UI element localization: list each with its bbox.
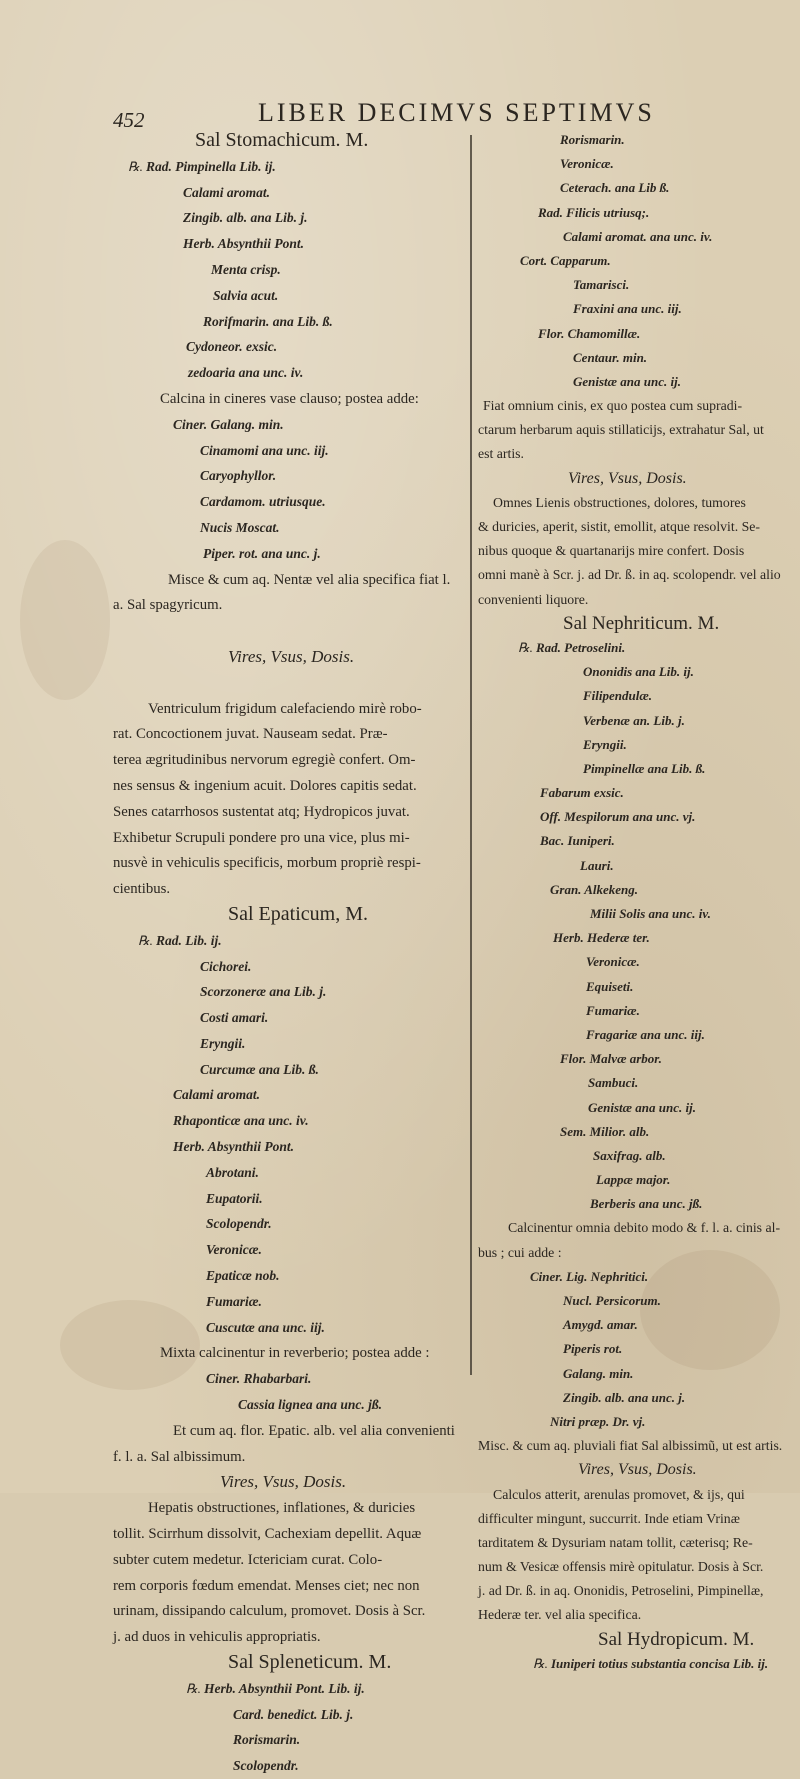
text-line (478, 394, 800, 418)
line-text: Verbenæ an. Lib. j. (583, 712, 685, 728)
line-text: Eupatorii. (206, 1190, 263, 1206)
line-text: Ceterach. ana Lib ß. (560, 180, 670, 196)
line-text: urinam, dissipando calculum, promovet. Dosis à Scr. (113, 1603, 426, 1620)
text-line (108, 1547, 468, 1573)
ingredient-line (108, 438, 468, 464)
text-line (108, 1573, 468, 1599)
line-text: Veronicæ. (206, 1242, 262, 1258)
text-line (478, 1507, 800, 1531)
line-text: Misce & cum aq. Nentæ vel alia specifica fiat l. (168, 571, 451, 588)
text-line (108, 567, 468, 593)
text-line (108, 386, 468, 412)
text-line (478, 1603, 800, 1627)
line-text: rem corporis fœdum emendat. Menses ciet; nec non (113, 1577, 420, 1594)
line-text: Flor. Chamomillæ. (538, 325, 641, 341)
line-text: difficulter mingunt, succurrit. Inde etiam Vrinæ (478, 1510, 740, 1526)
ingredient-line (108, 1031, 468, 1057)
ingredient-line (478, 950, 800, 974)
ingredient-line (108, 1676, 468, 1702)
right-column (478, 128, 800, 1676)
line-text: Omnes Lienis obstructiones, dolores, tumores (493, 494, 746, 510)
text-line (108, 721, 468, 747)
line-text: Lappæ major. (596, 1172, 671, 1188)
paper-stain (20, 540, 110, 700)
recipe-symbol: ℞. (138, 932, 153, 948)
section-heading (478, 612, 800, 636)
recipe-symbol: ℞. (533, 1655, 548, 1671)
line-text: Vires, Vsus, Dosis. (220, 1472, 347, 1492)
subheading (478, 1458, 800, 1482)
text-line (478, 1434, 800, 1458)
ingredient-line (478, 999, 800, 1023)
line-text: Hepatis obstructiones, inflationes, & duricies (148, 1500, 416, 1517)
ingredient-line (478, 757, 800, 781)
section-heading (108, 902, 468, 928)
text-line (478, 1241, 800, 1265)
line-text: Piperis rot. (563, 1341, 623, 1357)
line-text: Rorismarin. (560, 132, 625, 147)
ingredient-line (108, 412, 468, 438)
line-text: Rad. Lib. ij. (156, 932, 222, 948)
line-text: Fragariæ ana unc. iij. (586, 1026, 705, 1042)
ingredient-line (108, 154, 468, 180)
text-line (478, 515, 800, 539)
text-line (478, 563, 800, 587)
line-text: Filipendulæ. (583, 688, 652, 704)
line-text: Senes catarrhosos sustentat atq; Hydropicos juvat. (113, 803, 410, 820)
line-text: Calami aromat. ana unc. iv. (563, 228, 713, 244)
line-text: Flor. Malvæ arbor. (560, 1051, 662, 1067)
text-line (108, 850, 468, 876)
line-text: Calami aromat. (173, 1087, 261, 1103)
ingredient-line (478, 1265, 800, 1289)
line-text: Herb. Hederæ ter. (553, 930, 650, 946)
line-text: Off. Mespilorum ana unc. vj. (540, 809, 696, 825)
line-text: f. l. a. Sal albissimum. (113, 1448, 246, 1465)
line-text: Berberis ana unc. jß. (590, 1196, 703, 1212)
ingredient-line (478, 1144, 800, 1168)
line-text: Card. benedict. Lib. j. (233, 1706, 354, 1722)
line-text: Nucl. Persicorum. (563, 1293, 661, 1308)
line-text: Et cum aq. flor. Epatic. alb. vel alia convenienti (173, 1422, 455, 1439)
line-text: Piper. rot. ana unc. j. (203, 545, 321, 561)
line-text: Cardamom. utriusque. (200, 494, 326, 510)
page-number: 452 (113, 108, 145, 132)
ingredient-line (108, 1753, 468, 1779)
line-text: Bac. Iuniperi. (540, 833, 615, 849)
text-line (108, 1418, 468, 1444)
line-text: Salvia acut. (213, 287, 279, 303)
text-line (108, 825, 468, 851)
ingredient-line (108, 1186, 468, 1212)
line-text: Exhibetur Scrupuli pondere pro una vice, plus mi- (113, 829, 410, 846)
text-line (108, 799, 468, 825)
ingredient-line (478, 1071, 800, 1095)
line-text: Vires, Vsus, Dosis. (578, 1461, 697, 1479)
ingredient-line (108, 1263, 468, 1289)
line-text: nes sensus & ingenium acuit. Dolores capitis sedat. (113, 777, 417, 794)
ingredient-line (478, 1096, 800, 1120)
ingredient-line (108, 515, 468, 541)
line-text: nusvè in vehiculis specificis, morbum propriè respi- (113, 855, 421, 872)
line-text: bus ; cui adde : (478, 1244, 562, 1260)
line-text: num & Vesicæ offensis mirè opitulatur. Dosis à Scr. (478, 1559, 764, 1575)
text-line (108, 876, 468, 902)
line-text: Misc. & cum aq. pluviali fiat Sal albissimũ, ut est artis. (478, 1438, 783, 1454)
line-text: Veronicæ. (586, 954, 640, 970)
ingredient-line (478, 1168, 800, 1192)
line-text: Rad. Petroselini. (536, 639, 626, 655)
line-text: Sambuci. (588, 1075, 639, 1091)
ingredient-line (478, 249, 800, 273)
ingredient-line (478, 346, 800, 370)
line-text: rat. Concoctionem juvat. Nauseam sedat. Præ- (113, 726, 388, 743)
line-text: Eryngii. (200, 1035, 246, 1051)
line-text: Nitri præp. Dr. vj. (550, 1413, 646, 1429)
ingredient-line (108, 1082, 468, 1108)
ingredient-line (108, 1366, 468, 1392)
ingredient-line (478, 201, 800, 225)
ingredient-line (478, 709, 800, 733)
section-heading (108, 1650, 468, 1676)
ingredient-line (108, 541, 468, 567)
line-text: Iuniperi totius substantia concisa Lib. ij. (551, 1655, 769, 1671)
ingredient-line (108, 1727, 468, 1753)
blank-line (108, 670, 468, 696)
line-text: Equiseti. (586, 978, 634, 994)
text-line (108, 773, 468, 799)
subheading (478, 467, 800, 491)
subheading (108, 644, 468, 670)
ingredient-line (478, 781, 800, 805)
ingredient-line (478, 370, 800, 394)
line-text: Genistæ ana unc. ij. (588, 1099, 696, 1115)
ingredient-line (478, 1362, 800, 1386)
line-text: Rhaponticæ ana unc. iv. (173, 1113, 309, 1129)
line-text: Herb. Absynthii Pont. (173, 1139, 295, 1155)
ingredient-line (108, 1057, 468, 1083)
left-column (108, 128, 468, 1779)
ingredient-line (478, 128, 800, 152)
ingredient-line (478, 636, 800, 660)
section-heading (478, 1628, 800, 1652)
line-text: Zingib. alb. ana Lib. j. (183, 210, 308, 226)
line-text: Cydoneor. exsic. (186, 339, 278, 355)
column-divider (470, 135, 472, 1375)
ingredient-line (478, 829, 800, 853)
ingredient-line (108, 463, 468, 489)
ingredient-line (478, 805, 800, 829)
line-text: Cuscutæ ana unc. iij. (206, 1319, 325, 1335)
line-text: Sal Epaticum, M. (228, 902, 368, 925)
ingredient-line (108, 334, 468, 360)
ingredient-line (478, 1192, 800, 1216)
text-line (478, 1216, 800, 1240)
ingredient-line (478, 152, 800, 176)
ingredient-line (478, 975, 800, 999)
line-text: Calcinentur omnia debito modo & f. l. a. cinis al- (508, 1220, 781, 1236)
line-text: est artis. (478, 446, 524, 462)
line-text: Rad. Filicis utriusq;. (538, 204, 650, 220)
text-line (478, 1579, 800, 1603)
ingredient-line (108, 309, 468, 335)
line-text: Tamarisci. (573, 277, 630, 293)
line-text: Gran. Alkekeng. (550, 881, 638, 897)
line-text: & duricies, aperit, sistit, emollit, atque resolvit. Se- (478, 519, 761, 534)
ingredient-line (108, 1237, 468, 1263)
line-text: Costi amari. (200, 1010, 269, 1026)
text-line (478, 588, 800, 612)
blank-line (108, 618, 468, 644)
line-text: ctarum herbarum aquis stillaticijs, extrahatur Sal, ut (478, 422, 764, 438)
ingredient-line (478, 1386, 800, 1410)
line-text: Ciner. Lig. Nephritici. (530, 1268, 649, 1284)
line-text: Genistæ ana unc. ij. (573, 373, 681, 389)
line-text: Scolopendr. (233, 1758, 299, 1774)
ingredient-line (108, 283, 468, 309)
line-text: Ononidis ana Lib. ij. (583, 664, 694, 680)
line-text: Abrotani. (206, 1164, 259, 1180)
line-text: Nucis Moscat. (200, 519, 280, 535)
text-line (108, 1624, 468, 1650)
ingredient-line (478, 926, 800, 950)
line-text: Epaticæ nob. (206, 1268, 280, 1284)
page-header (0, 98, 800, 132)
ingredient-line (478, 1120, 800, 1144)
text-line (478, 442, 800, 466)
line-text: Vires, Vsus, Dosis. (568, 469, 687, 487)
line-text: Caryophyllor. (200, 468, 277, 484)
ingredient-line (108, 1211, 468, 1237)
line-text: Cort. Capparum. (520, 252, 611, 268)
ingredient-line (478, 1410, 800, 1434)
ingredient-line (478, 1023, 800, 1047)
line-text: Fraxini ana unc. iij. (573, 301, 682, 317)
line-text: subter cutem medetur. Ictericiam curat. Colo- (113, 1551, 383, 1568)
ingredient-line (478, 854, 800, 878)
line-text: Rorifmarin. ana Lib. ß. (203, 313, 333, 329)
ingredient-line (478, 225, 800, 249)
line-text: terea ægritudinibus nervorum egregiè confert. Om- (113, 752, 416, 769)
line-text: Amygd. amar. (563, 1317, 638, 1333)
text-line (108, 592, 468, 618)
ingredient-line (478, 878, 800, 902)
line-text: Fabarum exsic. (540, 785, 624, 801)
ingredient-line (108, 257, 468, 283)
ingredient-line (108, 1315, 468, 1341)
line-text: Sal Spleneticum. M. (228, 1651, 392, 1674)
ingredient-line (478, 1337, 800, 1361)
line-text: Veronicæ. (560, 156, 614, 172)
line-text: Rorismarin. (233, 1732, 301, 1748)
ingredient-line (108, 205, 468, 231)
ingredient-line (478, 1313, 800, 1337)
ingredient-line (478, 273, 800, 297)
recipe-symbol: ℞. (128, 158, 143, 174)
ingredient-line (478, 660, 800, 684)
line-text: Mixta calcinentur in reverberio; postea adde : (160, 1345, 430, 1362)
line-text: Galang. min. (563, 1365, 634, 1381)
text-line (108, 1598, 468, 1624)
line-text: nibus quoque & quartanarijs mire confert. Dosis (478, 543, 745, 559)
recipe-symbol: ℞. (186, 1680, 201, 1696)
text-line (478, 1483, 800, 1507)
line-text: omni manè à Scr. j. ad Dr. ß. in aq. scolopendr. vel alio (478, 567, 781, 583)
ingredient-line (478, 902, 800, 926)
line-text: cientibus. (113, 881, 171, 898)
ingredient-line (108, 1702, 468, 1728)
line-text: Cinamomi ana unc. iij. (200, 442, 329, 458)
line-text: Herb. Absynthii Pont. Lib. ij. (204, 1680, 365, 1696)
line-text: Menta crisp. (211, 261, 281, 277)
ingredient-line (108, 180, 468, 206)
line-text: Herb. Absynthii Pont. (183, 236, 305, 252)
text-line (478, 539, 800, 563)
line-text: Calami aromat. (183, 184, 271, 200)
recipe-symbol: ℞. (518, 639, 533, 655)
line-text: Fiat omnium cinis, ex quo postea cum supradi- (483, 398, 743, 414)
ingredient-line (108, 1134, 468, 1160)
text-line (108, 1521, 468, 1547)
ingredient-line (478, 1652, 800, 1676)
line-text: Sem. Milior. alb. (560, 1123, 650, 1139)
line-text: Hederæ ter. vel alia specifica. (478, 1607, 642, 1623)
line-text: Milii Solis ana unc. iv. (590, 906, 711, 921)
line-text: Centaur. min. (573, 349, 648, 365)
running-title: LIBER DECIMVS SEPTIMVS (258, 98, 655, 127)
text-line (108, 1444, 468, 1470)
text-line (108, 1340, 468, 1366)
line-text: Zingib. alb. ana unc. j. (563, 1389, 686, 1405)
ingredient-line (108, 1108, 468, 1134)
line-text: tollit. Scirrhum dissolvit, Cachexiam depellit. Aquæ (113, 1526, 422, 1543)
text-line (478, 491, 800, 515)
line-text: Vires, Vsus, Dosis. (228, 646, 355, 666)
line-text: Calculos atterit, arenulas promovet, & ijs, qui (493, 1486, 745, 1502)
ingredient-line (478, 733, 800, 757)
ingredient-line (478, 322, 800, 346)
text-line (108, 747, 468, 773)
line-text: Sal Nephriticum. M. (563, 612, 720, 634)
ingredient-line (108, 954, 468, 980)
ingredient-line (108, 489, 468, 515)
line-text: Fumariæ. (586, 1002, 640, 1018)
line-text: Eryngii. (583, 736, 627, 752)
ingredient-line (478, 176, 800, 200)
line-text: Curcumæ ana Lib. ß. (200, 1061, 319, 1077)
line-text: j. ad Dr. ß. in aq. Ononidis, Petroselini, Pimpinellæ, (478, 1583, 764, 1599)
subheading (108, 1469, 468, 1495)
line-text: Cichorei. (200, 958, 252, 974)
ingredient-line (108, 1005, 468, 1031)
ingredient-line (108, 1289, 468, 1315)
text-line (478, 1555, 800, 1579)
section-heading (108, 128, 468, 154)
text-line (108, 1495, 468, 1521)
line-text: Lauri. (580, 857, 614, 873)
line-text: Saxifrag. alb. (593, 1147, 666, 1163)
line-text: convenienti liquore. (478, 591, 589, 607)
ingredient-line (478, 1289, 800, 1313)
ingredient-line (108, 360, 468, 386)
line-text: a. Sal spagyricum. (113, 597, 223, 614)
ingredient-line (478, 297, 800, 321)
line-text: j. ad duos in vehiculis appropriatis. (113, 1629, 321, 1646)
line-text: Scolopendr. (206, 1216, 272, 1232)
ingredient-line (108, 1160, 468, 1186)
ingredient-line (108, 928, 468, 954)
line-text: Pimpinellæ ana Lib. ß. (583, 760, 706, 776)
ingredient-line (478, 684, 800, 708)
line-text: Ventriculum frigidum calefaciendo mirè robo- (148, 700, 422, 717)
line-text: zedoaria ana unc. iv. (188, 365, 304, 381)
line-text: Fumariæ. (206, 1293, 262, 1309)
line-text: Ciner. Galang. min. (173, 416, 284, 432)
line-text: Rad. Pimpinella Lib. ij. (146, 158, 276, 174)
line-text: Cassia lignea ana unc. jß. (238, 1397, 383, 1413)
text-line (108, 696, 468, 722)
text-line (478, 1531, 800, 1555)
ingredient-line (478, 1047, 800, 1071)
ingredient-line (108, 1392, 468, 1418)
line-text: Ciner. Rhabarbari. (206, 1371, 312, 1387)
text-line (478, 418, 800, 442)
line-text: Sal Stomachicum. M. (195, 129, 369, 151)
ingredient-line (108, 231, 468, 257)
ingredient-line (108, 979, 468, 1005)
line-text: Calcina in cineres vase clauso; postea adde: (160, 390, 419, 407)
line-text: Sal Hydropicum. M. (598, 1628, 755, 1650)
line-text: tarditatem & Dysuriam natam tollit, cæterisq; Re- (478, 1534, 753, 1550)
line-text: Scorzoneræ ana Lib. j. (200, 984, 327, 1000)
